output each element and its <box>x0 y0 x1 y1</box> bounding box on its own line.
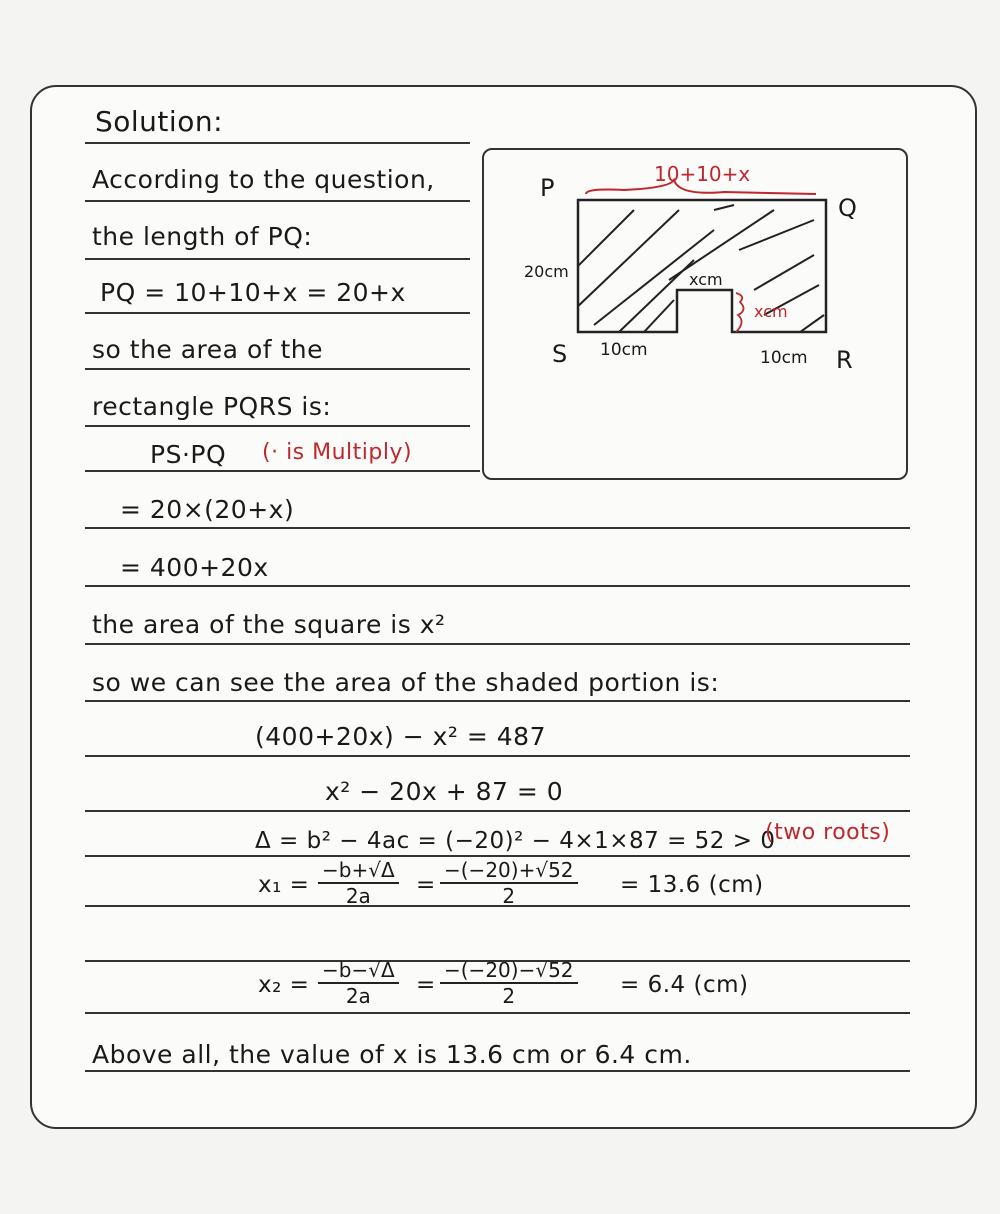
denominator: 2 <box>502 984 516 1008</box>
ruled-line <box>85 312 470 314</box>
numerator: −b−√Δ <box>318 958 399 984</box>
ruled-line <box>85 1070 910 1072</box>
text-line: = 400+20x <box>120 553 269 582</box>
multiply-note: (· is Multiply) <box>262 440 413 465</box>
text-line: = 20×(20+x) <box>120 495 295 524</box>
figure-box <box>482 148 908 480</box>
ruled-line <box>85 643 910 645</box>
ruled-line <box>85 585 910 587</box>
denominator: 2 <box>502 884 516 908</box>
x1-label: x₁ = <box>258 872 310 898</box>
square-top-label: xcm <box>689 270 723 289</box>
x2-label: x₂ = <box>258 972 310 998</box>
vertex-p: P <box>540 174 555 202</box>
ruled-line <box>85 855 910 857</box>
square-side-label: xcm <box>754 302 788 321</box>
text-line: According to the question, <box>92 165 435 194</box>
denominator: 2a <box>345 884 371 908</box>
two-roots-note: (two roots) <box>765 820 891 845</box>
numerator: −b+√Δ <box>318 858 399 884</box>
ruled-line <box>85 470 480 472</box>
bottom-right-label: 10cm <box>760 348 808 368</box>
ruled-line <box>85 368 470 370</box>
left-side-label: 20cm <box>524 262 569 281</box>
x1-frac-general <box>318 858 399 908</box>
equation: x² − 20x + 87 = 0 <box>325 777 564 806</box>
equals: = <box>416 972 436 998</box>
conclusion: Above all, the value of x is 13.6 cm or 6.4 cm. <box>92 1040 692 1069</box>
x2-result: = 6.4 (cm) <box>620 972 749 998</box>
solution-title: Solution: <box>95 105 223 138</box>
vertex-q: Q <box>838 194 857 222</box>
text-line: PS·PQ <box>150 440 227 469</box>
equation: (400+20x) − x² = 487 <box>255 722 546 751</box>
text-line: PQ = 10+10+x = 20+x <box>100 278 406 307</box>
ruled-line <box>85 700 910 702</box>
text-line: rectangle PQRS is: <box>92 392 332 421</box>
ruled-line <box>85 527 910 529</box>
x1-result: = 13.6 (cm) <box>620 872 764 898</box>
text-line: the length of PQ: <box>92 222 313 251</box>
bottom-left-label: 10cm <box>600 340 648 360</box>
ruled-line <box>85 258 470 260</box>
numerator: −(−20)−√52 <box>440 958 578 984</box>
vertex-r: R <box>836 346 853 374</box>
x2-frac-general <box>318 958 399 1008</box>
text-line: so the area of the <box>92 335 324 364</box>
numerator: −(−20)+√52 <box>440 858 578 884</box>
ruled-line <box>85 810 910 812</box>
x1-frac-values <box>440 858 578 908</box>
ruled-line <box>85 755 910 757</box>
ruled-line <box>85 425 470 427</box>
ruled-line <box>85 142 470 144</box>
text-line: so we can see the area of the shaded portion is: <box>92 668 720 697</box>
top-length-label: 10+10+x <box>654 162 751 186</box>
x2-frac-values <box>440 958 578 1008</box>
vertex-s: S <box>552 340 568 368</box>
equals: = <box>416 872 436 898</box>
denominator: 2a <box>345 984 371 1008</box>
ruled-line <box>85 200 470 202</box>
text-line: the area of the square is x² <box>92 610 446 639</box>
discriminant: Δ = b² − 4ac = (−20)² − 4×1×87 = 52 > 0 <box>255 828 776 854</box>
ruled-line <box>85 1012 910 1014</box>
